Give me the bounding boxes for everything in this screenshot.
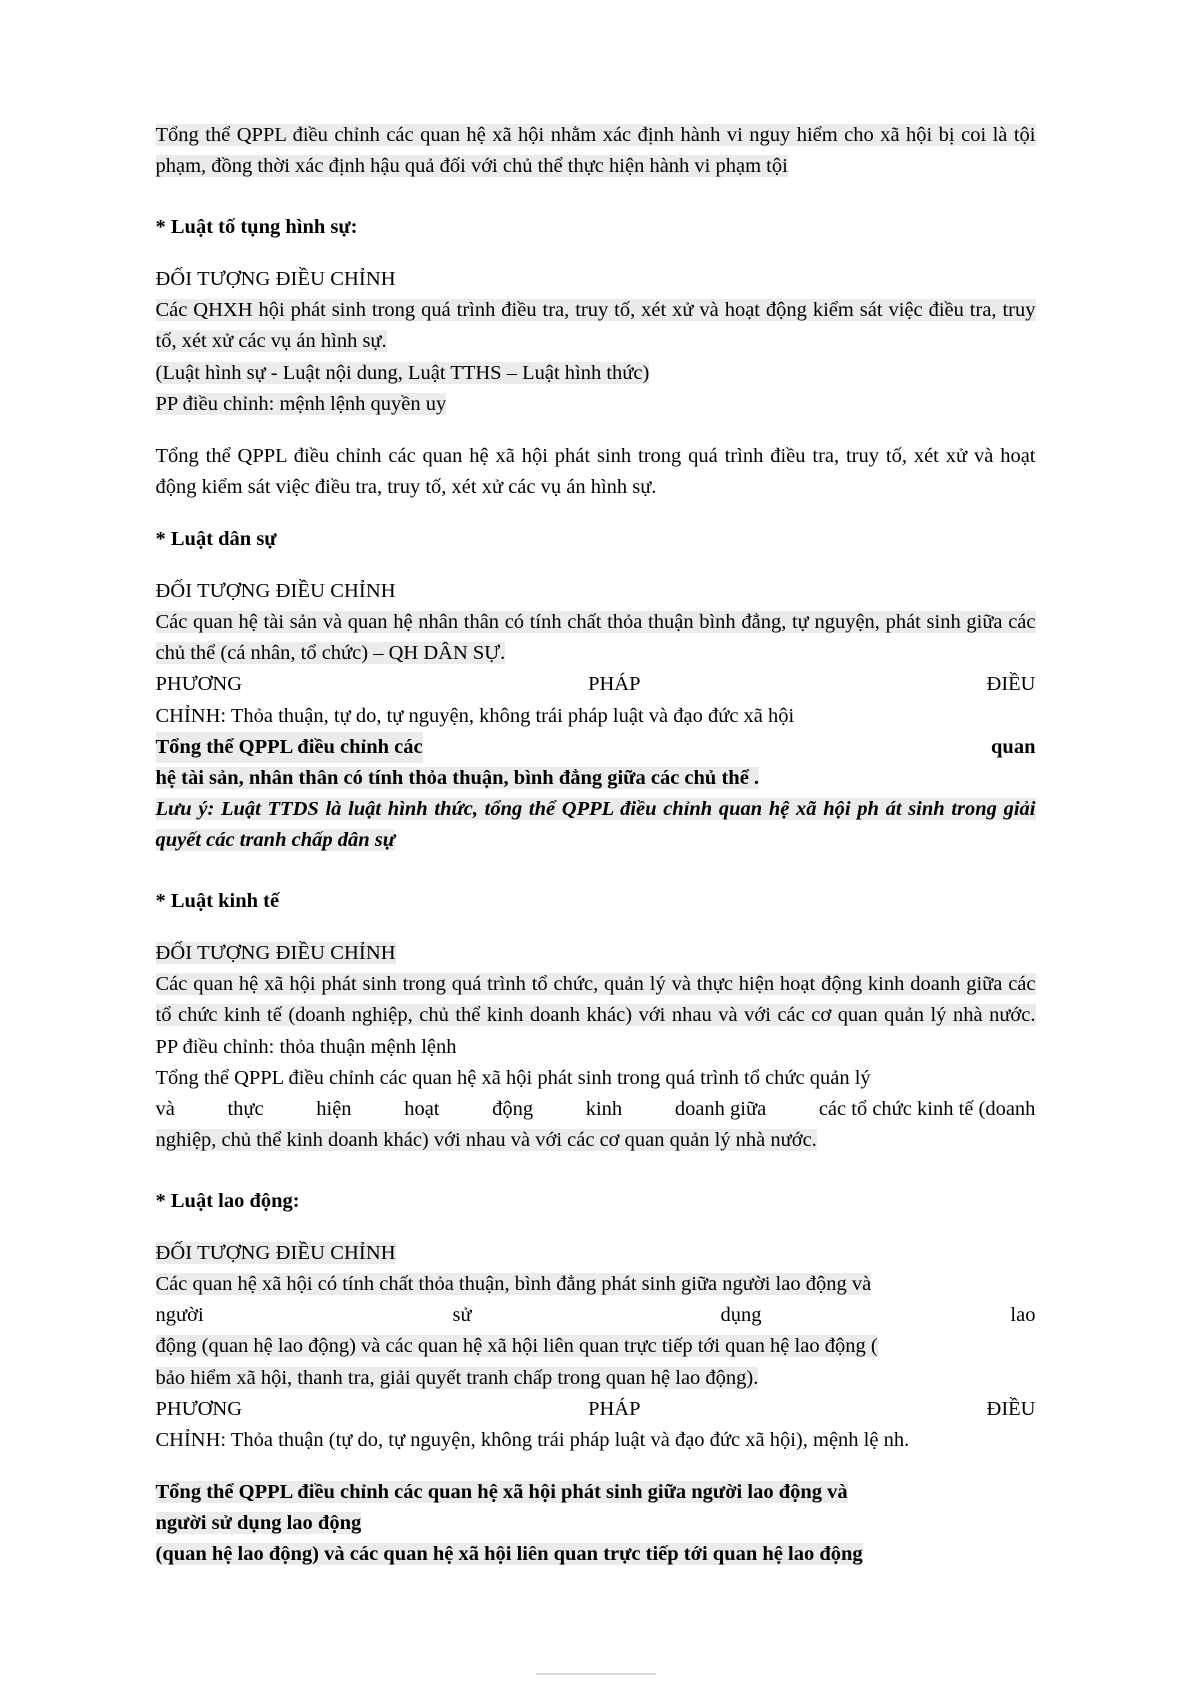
subject-4-line1: Các quan hệ xã hội có tính chất thỏa thuận, bình đẳng phát sinh giữa người lao động và (155, 1273, 872, 1296)
method-continued-2: CHỈNH: Thỏa thuận, tự do, tự nguyện, không trái pháp luật và đạo đức xã hội (155, 704, 795, 727)
subject-text-1: Các QHXH hội phát sinh trong quá trình điều tra, truy tố, xét xử và hoạt động kiểm sát việc điều tra, truy tố, xét xử các vụ án hình sự. (155, 299, 1036, 353)
summary-word-kinh: kinh (585, 1097, 623, 1120)
method-1: PP điều chỉnh: mệnh lệnh quyền uy (155, 392, 447, 415)
method-word-phuong: PHƯƠNG (155, 673, 243, 696)
summary-word-hoat: hoạt (404, 1097, 440, 1120)
summary-2-line1 (156, 732, 1036, 763)
method4-word-phuong: PHƯƠNG (155, 1397, 243, 1420)
subject-label-3: ĐỐI TƯỢNG ĐIỀU CHỈNH (155, 942, 396, 965)
summary-4-line2: người sử dụng lao động (155, 1512, 362, 1535)
section-heading-civil-law: * Luật dân sự (155, 528, 277, 551)
method-word-dieu: ĐIỀU (986, 673, 1036, 696)
subject-4-words (156, 1300, 1036, 1331)
subject-text-3: Các quan hệ xã hội phát sinh trong quá trình tổ chức, quản lý và thực hiện hoạt động kinh doanh giữa các tổ chức kinh tế (doanh nghiệp, chủ thể kinh doanh khác) với nhau và với các cơ quan quản lý nhà nước. (155, 973, 1036, 1027)
summary-2-left: Tổng thể QPPL điều chỉnh các (156, 732, 423, 763)
summary-2-line2: hệ tài sản, nhân thân có tính thỏa thuận, bình đẳng giữa các chủ thể . (155, 766, 760, 789)
method-words-4 (156, 1394, 1036, 1425)
subject-4-line4: bảo hiểm xã hội, thanh tra, giải quyết tranh chấp trong quan hệ lao động). (155, 1366, 759, 1389)
summary-3-line1: Tổng thể QPPL điều chỉnh các quan hệ xã hội phát sinh trong quá trình tổ chức quản lý (155, 1066, 871, 1089)
subject-text-2: Các quan hệ tài sản và quan hệ nhân thân có tính chất thỏa thuận bình đẳng, tự nguyện, phát sinh giữa các chủ thể (cá nhân, tổ chức) – QH DÂN SỰ. (155, 611, 1036, 665)
summary-word-doanh-giua: doanh giữa (674, 1097, 767, 1120)
intro-text: Tổng thể QPPL điều chỉnh các quan hệ xã hội nhằm xác định hành vi nguy hiểm cho xã hội bị coi là tội phạm, đồng thời xác định hậu quả đối với chủ thể thực hiện hành vi phạm tội (155, 124, 1036, 178)
intro-paragraph (156, 120, 1036, 182)
summary-word-hien: hiện (316, 1097, 352, 1120)
method-3: PP điều chỉnh: thỏa thuận mệnh lệnh (155, 1035, 457, 1058)
method-word-phap: PHÁP (588, 673, 641, 696)
summary-4-line1: Tổng thể QPPL điều chỉnh các quan hệ xã hội phát sinh giữa người lao động và (155, 1481, 848, 1503)
method4-word-phap: PHÁP (588, 1397, 641, 1420)
section-heading-labor-law: * Luật lao động: (155, 1190, 300, 1213)
subject-word-lao: lao (1010, 1304, 1036, 1327)
caution-2: Lưu ý: Luật TTDS là luật hình thức, tổng thể QPPL điều chỉnh quan hệ xã hội ph át sinh trong giải quyết các tranh chấp dân sự (155, 798, 1036, 852)
section-heading-criminal-procedure: * Luật tố tụng hình sự: (155, 216, 358, 239)
summary-word-dong: động (492, 1097, 534, 1120)
subject-word-nguoi: người (155, 1304, 204, 1327)
note-1: (Luật hình sự - Luật nội dung, Luật TTHS – Luật hình thức) (155, 361, 650, 384)
subject-label-1: ĐỐI TƯỢNG ĐIỀU CHỈNH (155, 268, 396, 291)
summary-word-tail: các tổ chức kinh tế (doanh (818, 1097, 1036, 1120)
method-words-2 (156, 669, 1036, 700)
summary-word-thuc: thực (227, 1097, 264, 1120)
section-heading-economic-law: * Luật kinh tế (155, 890, 280, 913)
subject-label-2: ĐỐI TƯỢNG ĐIỀU CHỈNH (155, 579, 396, 602)
summary-1: Tổng thể QPPL điều chỉnh các quan hệ xã hội phát sinh trong quá trình điều tra, truy tố, xét xử và hoạt động kiểm sát việc điều tra, truy tố, xét xử các vụ án hình sự. (155, 444, 1036, 498)
method4-word-dieu: ĐIỀU (986, 1397, 1036, 1420)
subject-4-line3: động (quan hệ lao động) và các quan hệ xã hội liên quan trực tiếp tới quan hệ lao động ( (155, 1335, 878, 1358)
summary-2-right: quan (991, 735, 1036, 758)
summary-4-line3: (quan hệ lao động) và các quan hệ xã hội liên quan trực tiếp tới quan hệ lao động (155, 1543, 863, 1566)
summary-3-words (156, 1094, 1036, 1125)
method-continued-4: CHỈNH: Thỏa thuận (tự do, tự nguyện, không trái pháp luật và đạo đức xã hội), mệnh lệ nh. (155, 1428, 910, 1451)
summary-3-line3: nghiệp, chủ thể kinh doanh khác) với nhau và với các cơ quan quản lý nhà nước. (155, 1129, 817, 1151)
subject-word-dung: dụng (720, 1304, 762, 1327)
footer-rule (536, 1673, 656, 1675)
summary-word-va: và (155, 1097, 175, 1120)
document-body (156, 120, 1036, 1570)
subject-word-su: sử (452, 1304, 472, 1327)
subject-label-4: ĐỐI TƯỢNG ĐIỀU CHỈNH (155, 1241, 396, 1264)
